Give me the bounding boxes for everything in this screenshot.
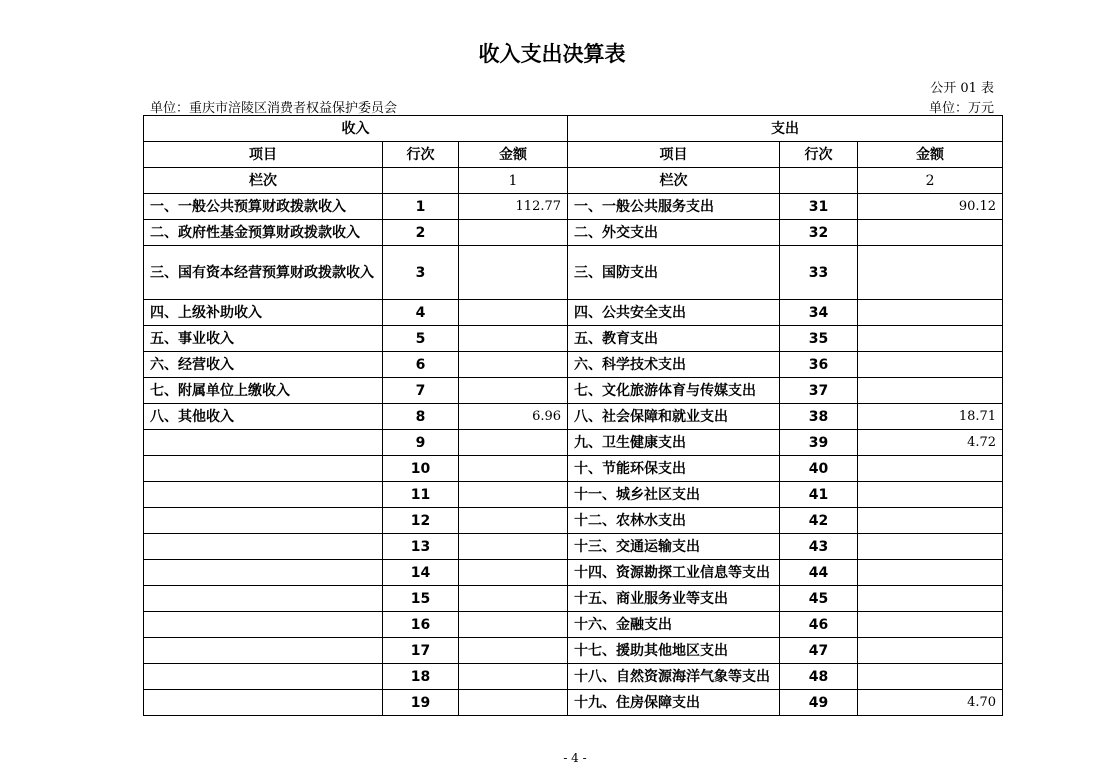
- income-row-no-header: 行次: [383, 142, 459, 168]
- expense-amount-cell: [858, 326, 1003, 352]
- income-row-no-cell: 18: [383, 664, 459, 690]
- income-amount-cell: [459, 430, 568, 456]
- expense-section-header: 支出: [568, 116, 1003, 142]
- income-amount-cell: [459, 508, 568, 534]
- expense-row-no-cell: 42: [780, 508, 858, 534]
- expense-row-no-cell: 31: [780, 194, 858, 220]
- expense-row-no-cell: 43: [780, 534, 858, 560]
- column-index-row: [144, 168, 1003, 194]
- income-amount-cell: [459, 300, 568, 326]
- expense-row-no-cell: 44: [780, 560, 858, 586]
- expense-amount-cell: [858, 638, 1003, 664]
- table-row: [144, 664, 1003, 690]
- income-lanci-empty: [383, 168, 459, 194]
- expense-row-no-cell: 36: [780, 352, 858, 378]
- table-row: [144, 430, 1003, 456]
- income-amount-cell: [459, 378, 568, 404]
- income-item-cell: [144, 430, 383, 456]
- expense-amount-header: 金额: [858, 142, 1003, 168]
- income-item-cell: [144, 534, 383, 560]
- expense-amount-cell: [858, 508, 1003, 534]
- income-amount-cell: [459, 220, 568, 246]
- income-row-no-cell: 11: [383, 482, 459, 508]
- income-item-cell: 三、国有资本经营预算财政拨款收入: [144, 246, 383, 300]
- table-row: [144, 194, 1003, 220]
- income-row-no-cell: 3: [383, 246, 459, 300]
- income-row-no-cell: 14: [383, 560, 459, 586]
- income-amount-cell: [459, 246, 568, 300]
- expense-amount-cell: [858, 352, 1003, 378]
- income-column-index: 1: [459, 168, 568, 194]
- expense-row-no-cell: 45: [780, 586, 858, 612]
- income-row-no-cell: 5: [383, 326, 459, 352]
- income-amount-cell: [459, 326, 568, 352]
- expense-item-cell: 七、文化旅游体育与传媒支出: [568, 378, 780, 404]
- table-row: [144, 378, 1003, 404]
- table-row: [144, 246, 1003, 300]
- expense-item-cell: 十四、资源勘探工业信息等支出: [568, 560, 780, 586]
- expense-amount-cell: 90.12: [858, 194, 1003, 220]
- income-item-cell: 四、上级补助收入: [144, 300, 383, 326]
- expense-amount-cell: [858, 378, 1003, 404]
- expense-row-no-cell: 32: [780, 220, 858, 246]
- income-item-cell: [144, 664, 383, 690]
- expense-item-cell: 六、科学技术支出: [568, 352, 780, 378]
- table-body: [144, 194, 1003, 716]
- income-amount-cell: 6.96: [459, 404, 568, 430]
- expense-row-no-cell: 35: [780, 326, 858, 352]
- expense-amount-cell: [858, 560, 1003, 586]
- income-item-cell: [144, 638, 383, 664]
- expense-amount-cell: [858, 586, 1003, 612]
- expense-amount-cell: [858, 664, 1003, 690]
- expense-lanci-label: 栏次: [568, 168, 780, 194]
- page-title: 收入支出决算表: [478, 42, 626, 66]
- expense-item-cell: 十、节能环保支出: [568, 456, 780, 482]
- income-lanci-label: 栏次: [144, 168, 383, 194]
- unit-currency: 单位：万元: [928, 101, 994, 116]
- expense-item-cell: 一、一般公共服务支出: [568, 194, 780, 220]
- income-item-cell: 八、其他收入: [144, 404, 383, 430]
- expense-item-cell: 二、外交支出: [568, 220, 780, 246]
- expense-row-no-cell: 47: [780, 638, 858, 664]
- income-amount-cell: [459, 586, 568, 612]
- expense-item-cell: 四、公共安全支出: [568, 300, 780, 326]
- table-row: [144, 586, 1003, 612]
- expense-amount-cell: 18.71: [858, 404, 1003, 430]
- income-row-no-cell: 9: [383, 430, 459, 456]
- expense-item-cell: 十八、自然资源海洋气象等支出: [568, 664, 780, 690]
- income-row-no-cell: 15: [383, 586, 459, 612]
- income-row-no-cell: 17: [383, 638, 459, 664]
- expense-amount-cell: [858, 534, 1003, 560]
- income-row-no-cell: 13: [383, 534, 459, 560]
- income-item-cell: [144, 508, 383, 534]
- expense-row-no-cell: 34: [780, 300, 858, 326]
- income-amount-cell: [459, 534, 568, 560]
- income-item-cell: [144, 690, 383, 716]
- expense-item-cell: 三、国防支出: [568, 246, 780, 300]
- expense-item-cell: 五、教育支出: [568, 326, 780, 352]
- income-row-no-cell: 16: [383, 612, 459, 638]
- expense-amount-cell: [858, 300, 1003, 326]
- income-row-no-cell: 19: [383, 690, 459, 716]
- income-row-no-cell: 2: [383, 220, 459, 246]
- expense-column-index: 2: [858, 168, 1003, 194]
- income-item-cell: [144, 586, 383, 612]
- income-amount-cell: [459, 352, 568, 378]
- expense-lanci-empty: [780, 168, 858, 194]
- table-row: [144, 456, 1003, 482]
- income-row-no-cell: 1: [383, 194, 459, 220]
- income-row-no-cell: 4: [383, 300, 459, 326]
- income-amount-header: 金额: [459, 142, 568, 168]
- table-row: [144, 534, 1003, 560]
- expense-item-cell: 八、社会保障和就业支出: [568, 404, 780, 430]
- table-row: [144, 220, 1003, 246]
- expense-row-no-cell: 39: [780, 430, 858, 456]
- unit-organization: 单位：重庆市涪陵区消费者权益保护委员会: [150, 101, 398, 116]
- table-row: [144, 690, 1003, 716]
- income-row-no-cell: 12: [383, 508, 459, 534]
- income-section-header: 收入: [144, 116, 568, 142]
- income-amount-cell: 112.77: [459, 194, 568, 220]
- expense-row-no-header: 行次: [780, 142, 858, 168]
- income-amount-cell: [459, 612, 568, 638]
- income-expense-table: [143, 115, 1003, 716]
- expense-item-header: 项目: [568, 142, 780, 168]
- expense-row-no-cell: 37: [780, 378, 858, 404]
- expense-row-no-cell: 38: [780, 404, 858, 430]
- expense-row-no-cell: 41: [780, 482, 858, 508]
- expense-item-cell: 十三、交通运输支出: [568, 534, 780, 560]
- table-row: [144, 326, 1003, 352]
- income-item-cell: [144, 456, 383, 482]
- income-row-no-cell: 6: [383, 352, 459, 378]
- table-row: [144, 352, 1003, 378]
- expense-item-cell: 十五、商业服务业等支出: [568, 586, 780, 612]
- income-item-cell: 五、事业收入: [144, 326, 383, 352]
- section-header-row: [144, 116, 1003, 142]
- income-amount-cell: [459, 560, 568, 586]
- expense-amount-cell: [858, 220, 1003, 246]
- expense-amount-cell: [858, 612, 1003, 638]
- expense-row-no-cell: 49: [780, 690, 858, 716]
- expense-row-no-cell: 40: [780, 456, 858, 482]
- page-number: - 4 -: [563, 751, 587, 765]
- table-row: [144, 404, 1003, 430]
- income-item-header: 项目: [144, 142, 383, 168]
- table-row: [144, 300, 1003, 326]
- table-row: [144, 560, 1003, 586]
- income-amount-cell: [459, 690, 568, 716]
- expense-item-cell: 十九、住房保障支出: [568, 690, 780, 716]
- expense-item-cell: 十六、金融支出: [568, 612, 780, 638]
- income-amount-cell: [459, 482, 568, 508]
- expense-item-cell: 九、卫生健康支出: [568, 430, 780, 456]
- income-item-cell: [144, 560, 383, 586]
- expense-row-no-cell: 33: [780, 246, 858, 300]
- expense-amount-cell: [858, 456, 1003, 482]
- income-item-cell: 七、附属单位上缴收入: [144, 378, 383, 404]
- column-header-row: [144, 142, 1003, 168]
- table-row: [144, 482, 1003, 508]
- income-amount-cell: [459, 638, 568, 664]
- expense-row-no-cell: 46: [780, 612, 858, 638]
- table-number: 公开 01 表: [930, 81, 994, 96]
- expense-item-cell: 十一、城乡社区支出: [568, 482, 780, 508]
- income-item-cell: 六、经营收入: [144, 352, 383, 378]
- income-row-no-cell: 8: [383, 404, 459, 430]
- expense-amount-cell: [858, 246, 1003, 300]
- income-item-cell: 一、一般公共预算财政拨款收入: [144, 194, 383, 220]
- income-row-no-cell: 7: [383, 378, 459, 404]
- expense-row-no-cell: 48: [780, 664, 858, 690]
- expense-item-cell: 十二、农林水支出: [568, 508, 780, 534]
- expense-amount-cell: 4.70: [858, 690, 1003, 716]
- income-item-cell: [144, 482, 383, 508]
- table-row: [144, 638, 1003, 664]
- income-item-cell: [144, 612, 383, 638]
- table-row: [144, 508, 1003, 534]
- expense-item-cell: 十七、援助其他地区支出: [568, 638, 780, 664]
- table-row: [144, 612, 1003, 638]
- income-row-no-cell: 10: [383, 456, 459, 482]
- expense-amount-cell: 4.72: [858, 430, 1003, 456]
- income-amount-cell: [459, 456, 568, 482]
- expense-amount-cell: [858, 482, 1003, 508]
- income-item-cell: 二、政府性基金预算财政拨款收入: [144, 220, 383, 246]
- income-amount-cell: [459, 664, 568, 690]
